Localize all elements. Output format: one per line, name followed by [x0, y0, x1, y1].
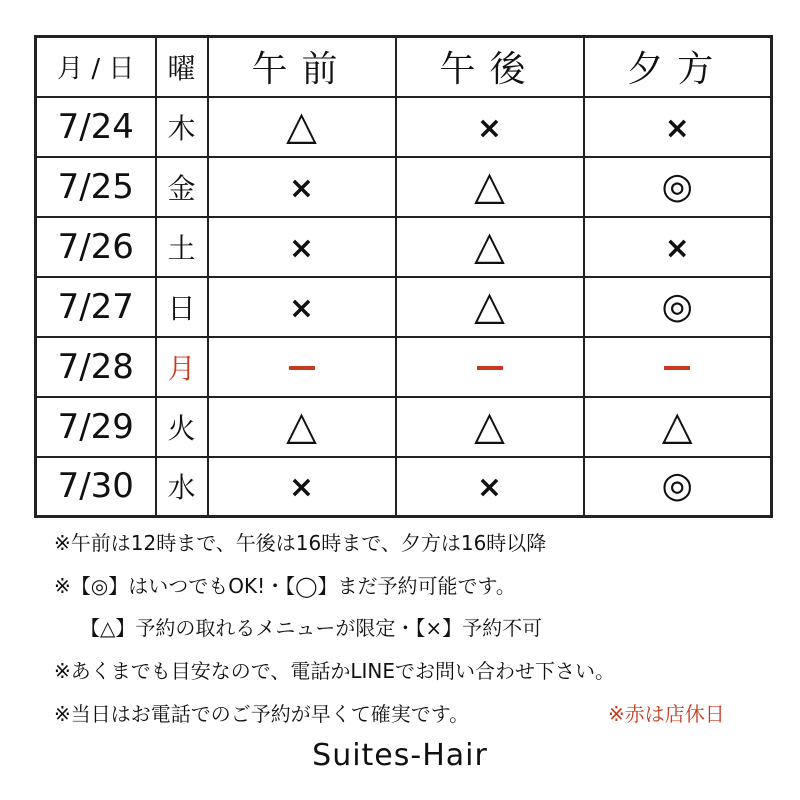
- table-row: [36, 457, 772, 517]
- note-legend-available: ※【◎】はいつでもOK!・【◯】まだ予約可能です。: [54, 574, 516, 598]
- row-weekday: 金: [156, 157, 208, 217]
- row-date: 7/26: [36, 217, 156, 277]
- table-row: [36, 277, 772, 337]
- cell-afternoon: [396, 277, 584, 337]
- cell-morning: [208, 157, 396, 217]
- note-legend-limited: 【△】予約の取れるメニューが限定・【×】予約不可: [80, 616, 543, 640]
- table-row: [36, 337, 772, 397]
- row-date: 7/24: [36, 97, 156, 157]
- note-contact: ※あくまでも目安なので、電話かLINEでお問い合わせ下さい。: [54, 659, 615, 683]
- availability-mark: ×: [288, 230, 315, 266]
- availability-mark: ×: [664, 110, 690, 146]
- table-row: [36, 217, 772, 277]
- header-row: [36, 37, 772, 97]
- row-weekday: 火: [156, 397, 208, 457]
- cell-evening: [584, 457, 772, 517]
- cell-evening: [584, 337, 772, 397]
- note-time-slots: ※午前は12時まで、午後は16時まで、夕方は16時以降: [54, 531, 547, 555]
- row-weekday: 日: [156, 277, 208, 337]
- table-row: [36, 157, 772, 217]
- row-weekday: 月: [156, 337, 208, 397]
- cell-afternoon: [396, 337, 584, 397]
- header-evening: 夕方: [584, 37, 772, 97]
- availability-mark: [477, 366, 503, 370]
- cell-evening: [584, 97, 772, 157]
- availability-mark: △: [474, 222, 505, 269]
- note-same-day: ※当日はお電話でのご予約が早くて確実です。: [54, 702, 470, 726]
- availability-mark: △: [474, 282, 505, 329]
- header-afternoon: 午後: [396, 37, 584, 97]
- availability-mark: ×: [288, 470, 315, 506]
- cell-morning: [208, 97, 396, 157]
- header-date: 月 / 日: [36, 37, 156, 97]
- closed-day-note: ※赤は店休日: [608, 702, 725, 726]
- availability-table: [34, 35, 773, 518]
- availability-mark: [289, 366, 315, 370]
- row-weekday: 土: [156, 217, 208, 277]
- cell-morning: [208, 217, 396, 277]
- cell-afternoon: [396, 157, 584, 217]
- cell-evening: [584, 277, 772, 337]
- availability-mark: △: [286, 102, 317, 149]
- row-date: 7/30: [36, 457, 156, 517]
- row-date: 7/27: [36, 277, 156, 337]
- cell-afternoon: [396, 217, 584, 277]
- availability-mark: ×: [288, 170, 315, 206]
- salon-name: Suites-Hair: [312, 738, 488, 773]
- availability-mark: △: [286, 402, 317, 449]
- cell-evening: [584, 157, 772, 217]
- availability-mark: ◎: [661, 165, 693, 207]
- availability-mark: ×: [664, 230, 690, 266]
- availability-mark: [664, 366, 690, 370]
- availability-mark: ×: [476, 110, 503, 146]
- availability-mark: ×: [288, 290, 315, 326]
- row-date: 7/29: [36, 397, 156, 457]
- cell-evening: [584, 217, 772, 277]
- availability-mark: ◎: [661, 465, 693, 507]
- row-weekday: 水: [156, 457, 208, 517]
- availability-mark: △: [661, 402, 693, 449]
- row-date: 7/25: [36, 157, 156, 217]
- availability-mark: ◎: [661, 285, 693, 327]
- availability-mark: △: [474, 162, 505, 209]
- cell-morning: [208, 337, 396, 397]
- availability-mark: ×: [476, 470, 503, 506]
- header-morning: 午前: [208, 37, 396, 97]
- cell-afternoon: [396, 97, 584, 157]
- cell-afternoon: [396, 457, 584, 517]
- availability-mark: △: [474, 402, 505, 449]
- cell-morning: [208, 457, 396, 517]
- table-body: [36, 97, 772, 517]
- cell-evening: [584, 397, 772, 457]
- table-row: [36, 397, 772, 457]
- cell-morning: [208, 277, 396, 337]
- table-row: [36, 97, 772, 157]
- cell-morning: [208, 397, 396, 457]
- row-weekday: 木: [156, 97, 208, 157]
- cell-afternoon: [396, 397, 584, 457]
- row-date: 7/28: [36, 337, 156, 397]
- header-weekday: 曜: [156, 37, 208, 97]
